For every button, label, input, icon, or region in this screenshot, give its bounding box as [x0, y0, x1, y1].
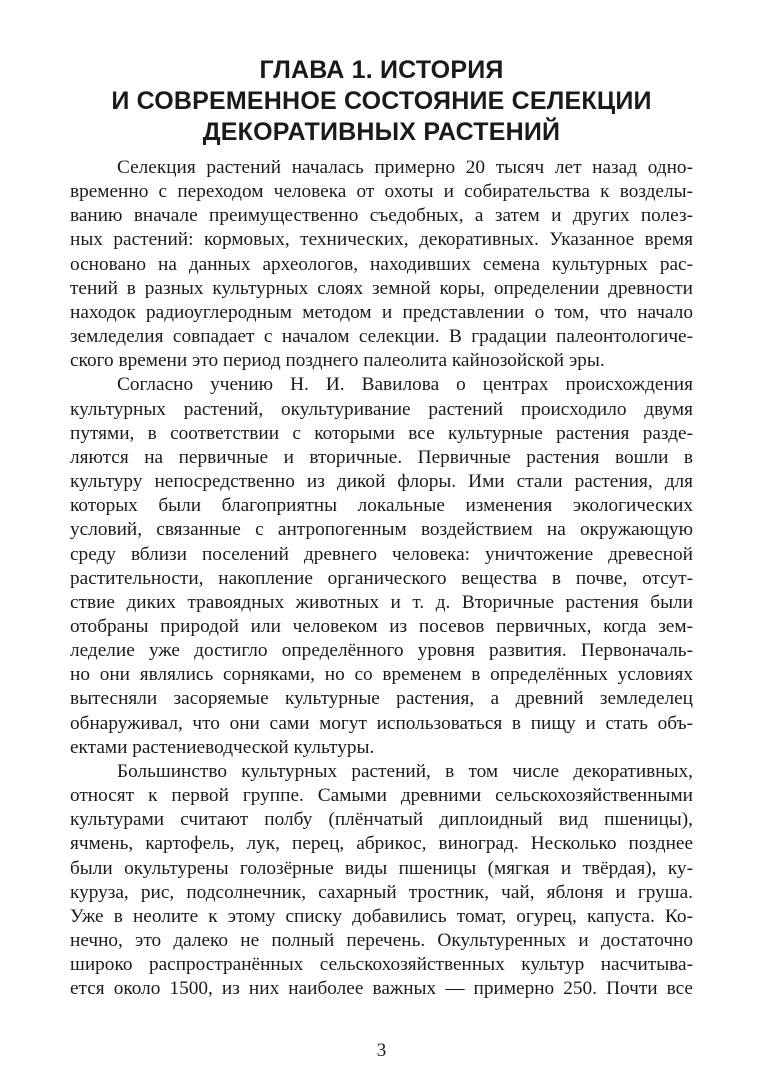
paragraph — [70, 156, 693, 373]
text-line: растительности, накопление органического вещества в почве, отсут- — [70, 567, 693, 589]
chapter-title — [70, 55, 693, 148]
page-number: 3 — [376, 1040, 387, 1061]
text-line: были окультурены голозёрные виды пшеницы (мягкая и твёрдая), ку- — [70, 857, 693, 879]
chapter-title-line: И СОВРЕМЕННОЕ СОСТОЯНИЕ СЕЛЕКЦИИ — [111, 87, 652, 115]
body-text — [70, 156, 693, 1001]
text-line: относят к первой группе. Самыми древними сельскохозяйственными — [70, 785, 693, 807]
text-line: ского времени это период позднего палеолита кайнозойской эры. — [70, 350, 605, 372]
text-line: вытесняли засоряемые культурные растения, а древний земледелец — [70, 688, 693, 710]
text-line: земледелия совпадает с началом селекции. В градации палеонтологиче- — [70, 326, 693, 348]
text-line: Большинство культурных растений, в том числе декоративных, — [117, 760, 693, 782]
text-line: которых были благоприятны локальные изменения экологических — [70, 495, 693, 517]
text-line: находок радиоуглеродным методом и представлении о том, что начало — [70, 301, 693, 323]
text-line: но они являлись сорняками, но со временем в определённых условиях — [70, 664, 693, 686]
text-line: обнаруживал, что они сами могут использоваться в пищу и стать объ- — [70, 712, 693, 734]
text-line: ячмень, картофель, лук, перец, абрикос, виноград. Несколько позднее — [70, 833, 693, 855]
text-line: ствие диких травоядных животных и т. д. Вторичные растения были — [70, 591, 693, 613]
text-line: Уже в неолите к этому списку добавились томат, огурец, капуста. Ко- — [70, 905, 693, 927]
text-line: ванию вначале преимущественно съедобных, а затем и других полез- — [70, 205, 693, 227]
text-line: тений в разных культурных слоях земной коры, определении древности — [70, 277, 693, 299]
text-line: временно с переходом человека от охоты и собирательства к возделы- — [70, 181, 693, 203]
text-line: Селекция растений началась примерно 20 тысяч лет назад одно- — [117, 157, 693, 178]
text-line: леделие уже достигло определённого уровня развития. Первоначаль- — [70, 640, 693, 662]
paragraph — [70, 373, 693, 760]
text-line: Согласно учению Н. И. Вавилова о центрах происхождения — [117, 374, 693, 396]
text-line: ектами растениеводческой культуры. — [70, 736, 375, 758]
text-line: условий, связанные с антропогенным воздействием на окружающую — [70, 519, 693, 541]
text-line: нечно, это далеко не полный перечень. Окультуренных и достаточно — [70, 930, 693, 951]
text-line: культуру непосредственно из дикой флоры. Ими стали растения, для — [70, 471, 693, 493]
text-line: среду вблизи поселений древнего человека: уничтожение древесной — [70, 543, 693, 565]
text-line: культурами считают полбу (плёнчатый диплоидный вид пшеницы), — [70, 809, 693, 831]
chapter-title-line: ГЛАВА 1. ИСТОРИЯ — [259, 56, 504, 84]
chapter-title-line: ДЕКОРАТИВНЫХ РАСТЕНИЙ — [202, 118, 561, 146]
text-line: основано на данных археологов, находивших семена культурных рас- — [70, 253, 693, 275]
text-line: ляются на первичные и вторичные. Первичные растения вошли в — [70, 446, 693, 468]
text-line: путями, в соответствии с которыми все культурные растения разде- — [70, 422, 693, 444]
text-line: ных растений: кормовых, технических, декоративных. Указанное время — [70, 229, 693, 251]
text-line: культурных растений, окультуривание растений происходило двумя — [70, 398, 693, 420]
text-line: отобраны природой или человеком из посевов первичных, когда зем- — [70, 615, 693, 637]
text-line: куруза, рис, подсолнечник, сахарный тростник, чай, яблоня и груша. — [70, 881, 693, 903]
paragraph — [70, 760, 693, 1002]
text-line: широко распространённых сельскохозяйственных культур насчитыва- — [70, 954, 693, 976]
text-line: ется около 1500, из них наиболее важных — примерно 250. Почти все — [70, 978, 693, 1000]
